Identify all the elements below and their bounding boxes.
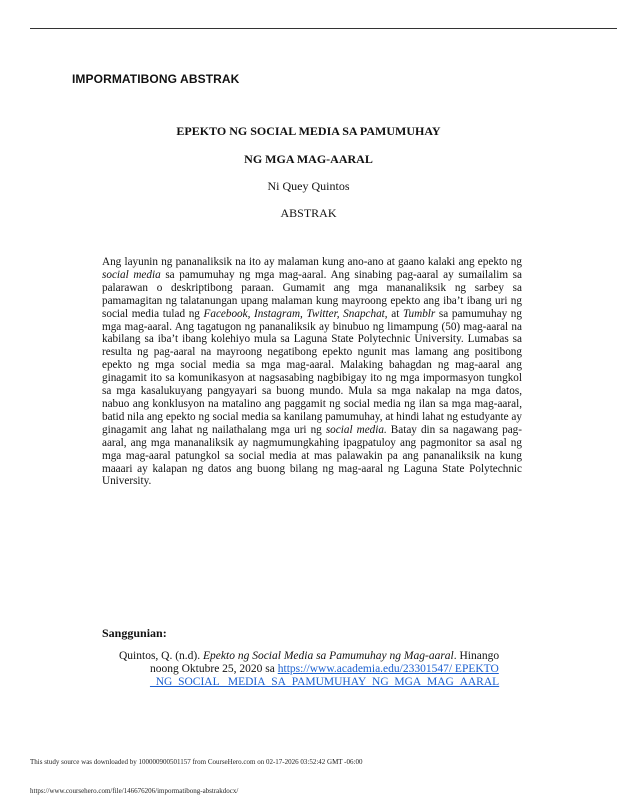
- reference-author: Quintos, Q. (n.d).: [119, 650, 204, 662]
- abstract-text-5: Batay din sa nagawang pag-aaral, ang mga mananaliksik ay nagmumungkahing ipagpatuloy ang pagmonitor sa asal ng mga mag-aaral patungkol sa social media at mas palawakin pa ang pananaliksik na kung maaari ay kalapan ng datos ang buong bilang ng mag-aaral ng Laguna State Polytechnic University.: [102, 423, 522, 488]
- footer-url[interactable]: https://www.coursehero.com/file/146676206/impormatibong-abstrakdocx/: [30, 787, 239, 795]
- abstract-text-3: , at: [384, 307, 403, 320]
- abstract-text-2: sa pamumuhay ng mga mag-aaral. Ang sinabing pag-aaral ay sumailalim sa palarawan o deskriptibong paraan. Gumamit ang mga mananaliksik ng sarbey sa pamamagitan ng talatanungan upang malaman kung mayroong epekto ang iba’t ibang uri ng social media tulad ng: [102, 268, 522, 320]
- abstract-text-4: sa pamumuhay ng mga mag-aaral. Ang tagatugon ng pananaliksik ay binubuo ng limampung (50) mag-aaral na kabilang sa iba’t ibang kolehiyo mula sa Laguna State Polytechnic University. Lumabas sa resulta ng pag-aaral na mayroong negatibong epekto ngunit mas lamang ang positibong epekto ng mga social media sa mga mag-aaral. Malaking bahagdan ng mag-aaral ang ginagamit ito sa komunikasyon at nagsasabing nagbibigay ito ng mga impormasyon tungkol sa mga kasalukuyang pangyayari sa buong mundo. Mula sa mga nakalap na mga datos, nabuo ang konklusyon na matalino ang paggamit ng social media ng ilan sa mga mag-aaral, batid nila ang epekto ng social media sa kanilang pamumuhay, at hindi lahat ng estudyante ay ginagamit ang lahat ng nailathalang mga uri ng: [102, 307, 522, 436]
- document-label: IMPORMATIBONG ABSTRAK: [72, 72, 240, 86]
- footer-source-note: This study source was downloaded by 100000900501157 from CourseHero.com on 02-17-2026 03:52:42 GMT -06:00: [30, 758, 363, 766]
- references-heading: Sanggunian:: [102, 626, 167, 640]
- author-line: Ni Quey Quintos: [267, 179, 350, 193]
- abstract-body: [102, 256, 522, 488]
- reference-link[interactable]: https://www.academia.edu/23301547/ EPEKTO _NG_SOCIAL _MEDIA_SA_PAMUMUHAY_NG_MGA_MAG_AARAL: [150, 663, 500, 688]
- abstract-text-1: Ang layunin ng pananaliksik na ito ay malaman kung ano-ano at gaano kalaki ang epekto ng: [102, 256, 522, 268]
- abstract-italic-3: Tumblr: [402, 307, 436, 320]
- reference-title: Epekto ng Social Media sa Pamumuhay ng Mag-aaral: [203, 650, 454, 662]
- title-line-1: EPEKTO NG SOCIAL MEDIA SA PAMUMUHAY: [176, 124, 441, 138]
- abstract-italic-2: Facebook, Instagram, Twitter, Snapchat: [203, 307, 385, 320]
- reference-retrieved: . Hinango noong Oktubre 25, 2020 sa: [150, 650, 500, 675]
- abstract-italic-1: social media: [102, 268, 161, 281]
- title-line-2: NG MGA MAG-AARAL: [244, 152, 373, 166]
- abstract-heading: ABSTRAK: [280, 206, 337, 220]
- abstract-paragraph: [102, 256, 522, 488]
- abstract-italic-4: social media.: [325, 423, 387, 436]
- top-rule: [30, 28, 617, 29]
- reference-entry: [119, 650, 525, 689]
